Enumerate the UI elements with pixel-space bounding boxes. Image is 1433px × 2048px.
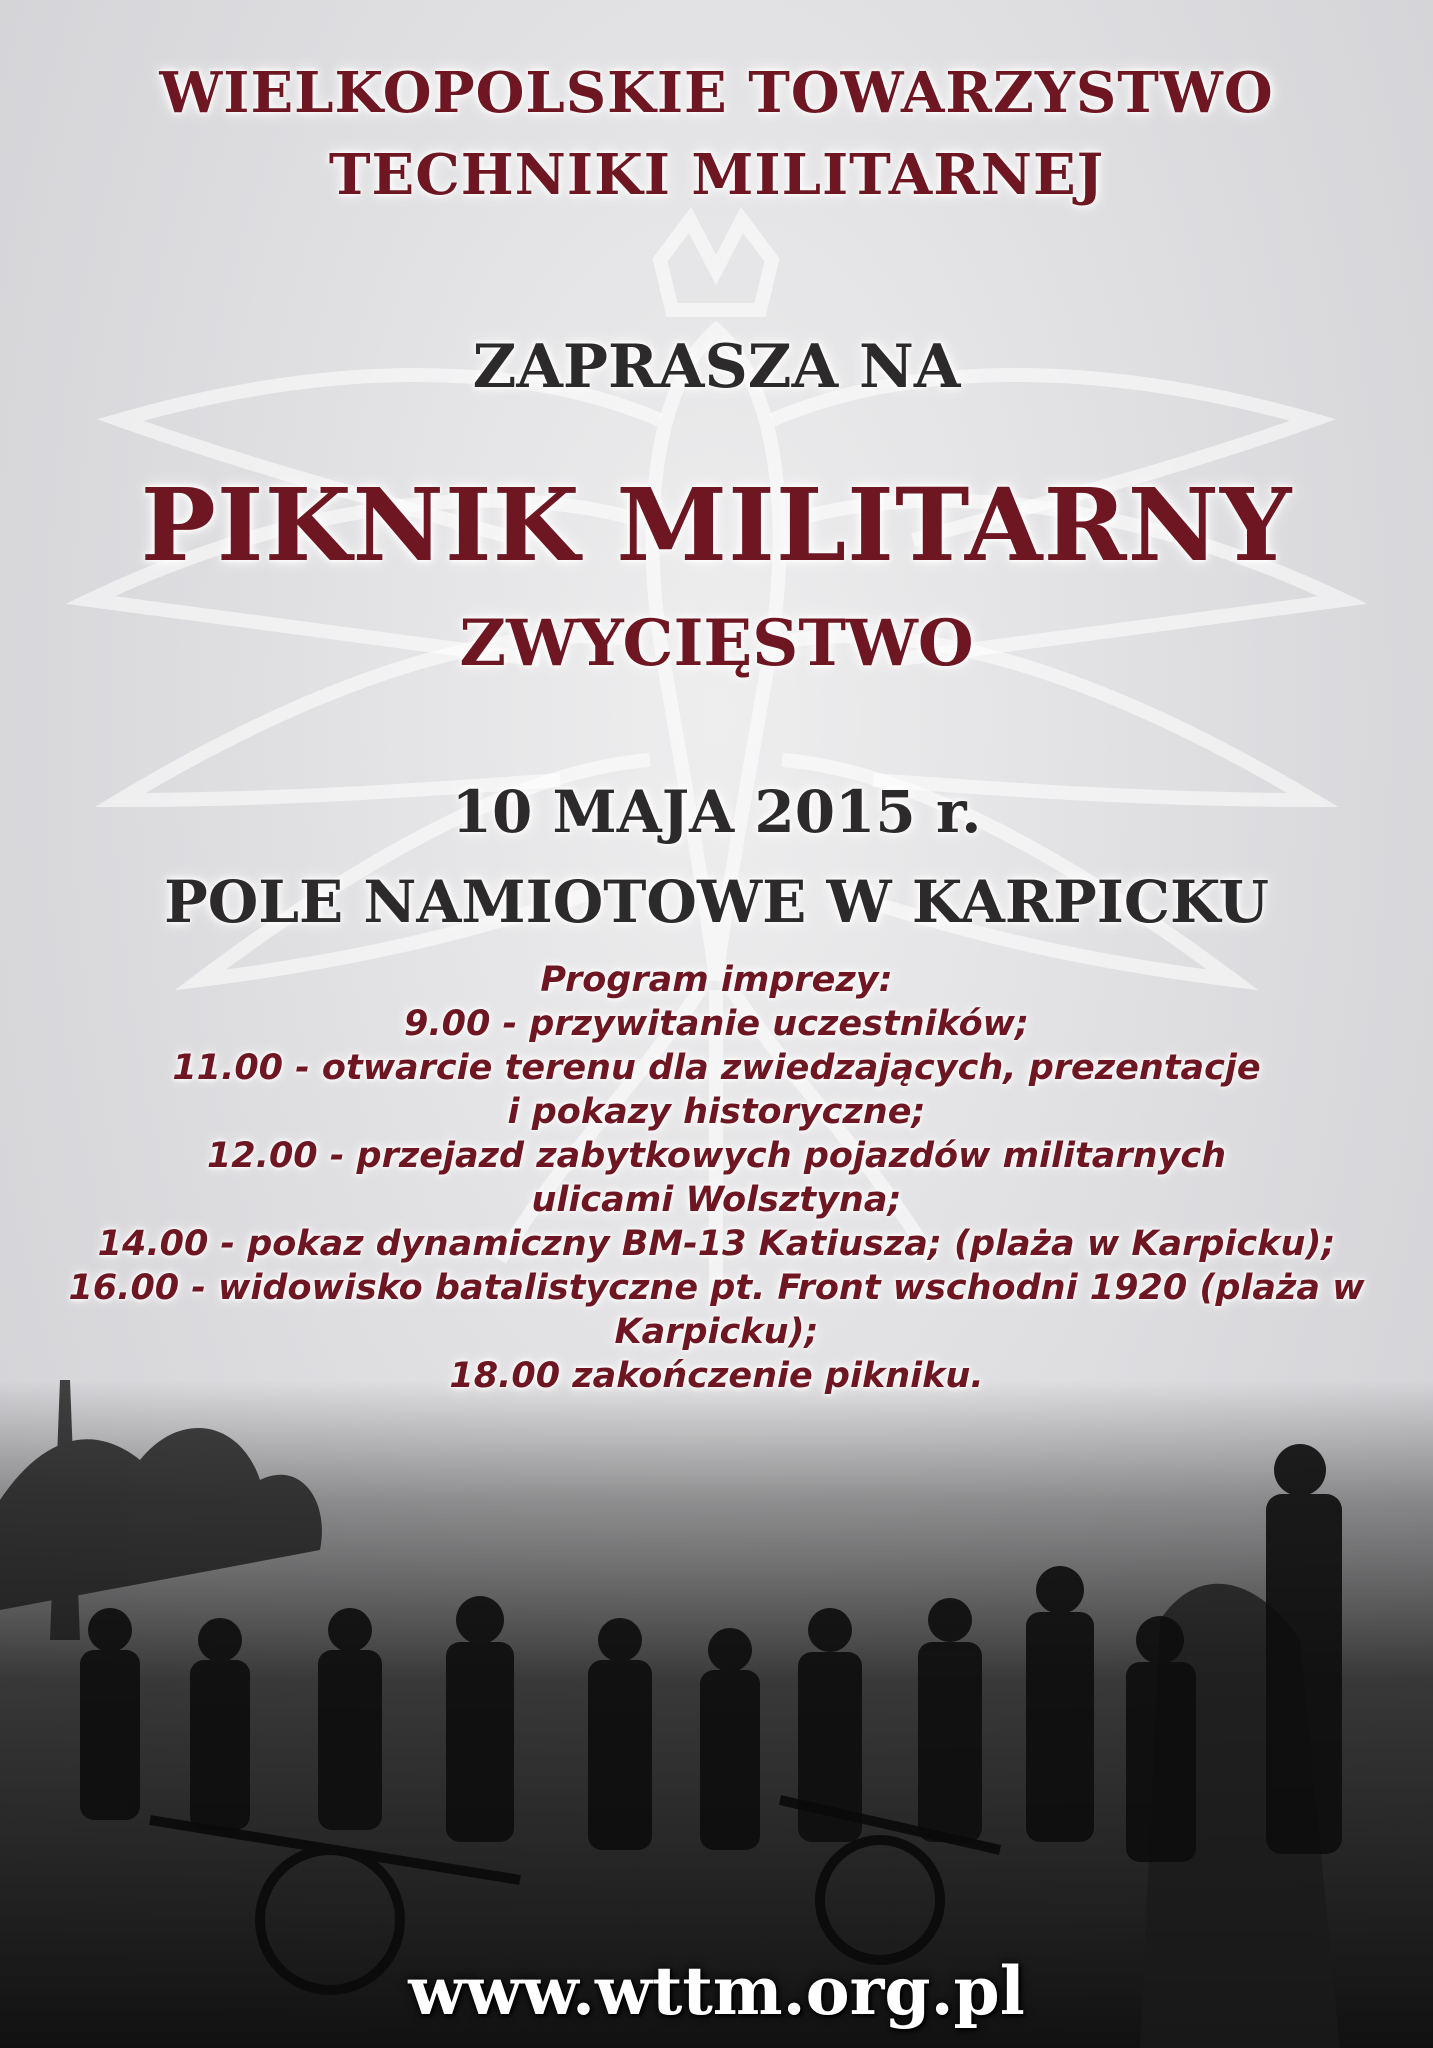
organizer-name-line-2: TECHNIKI MILITARNEJ — [328, 142, 1105, 208]
event-subtitle: ZWYCIĘSTWO — [459, 606, 974, 681]
event-location: POLE NAMIOTOWE W KARPICKU — [164, 868, 1269, 936]
program-item: ulicami Wolsztyna; — [531, 1180, 902, 1220]
program-item: 9.00 - przywitanie uczestników; — [404, 1004, 1029, 1044]
program-item: 14.00 - pokaz dynamiczny BM-13 Katiusza; (plaża w Karpicku); — [97, 1224, 1336, 1264]
website-url: www.wttm.org.pl — [408, 1952, 1025, 2030]
program-item: 18.00 zakończenie pikniku. — [449, 1356, 984, 1396]
event-title: PIKNIK MILITARNY — [140, 466, 1293, 584]
program-heading: Program imprezy: — [540, 960, 893, 1000]
program-item: 12.00 - przejazd zabytkowych pojazdów militarnych — [206, 1136, 1227, 1176]
program-item: 16.00 - widowisko batalistyczne pt. Front wschodni 1920 (plaża w — [68, 1268, 1365, 1308]
program-item: Karpicku); — [614, 1312, 819, 1352]
program-item: i pokazy historyczne; — [507, 1092, 926, 1132]
program-list — [0, 958, 1433, 1398]
organizer-name-line-1: WIELKOPOLSKIE TOWARZYSTWO — [159, 60, 1274, 126]
historical-soldiers-photo — [0, 1380, 1433, 2048]
program-item: 11.00 - otwarcie terenu dla zwiedzających, prezentacje — [172, 1048, 1261, 1088]
event-date: 10 MAJA 2015 r. — [451, 778, 982, 846]
invitation-text: ZAPRASZA NA — [472, 332, 961, 402]
